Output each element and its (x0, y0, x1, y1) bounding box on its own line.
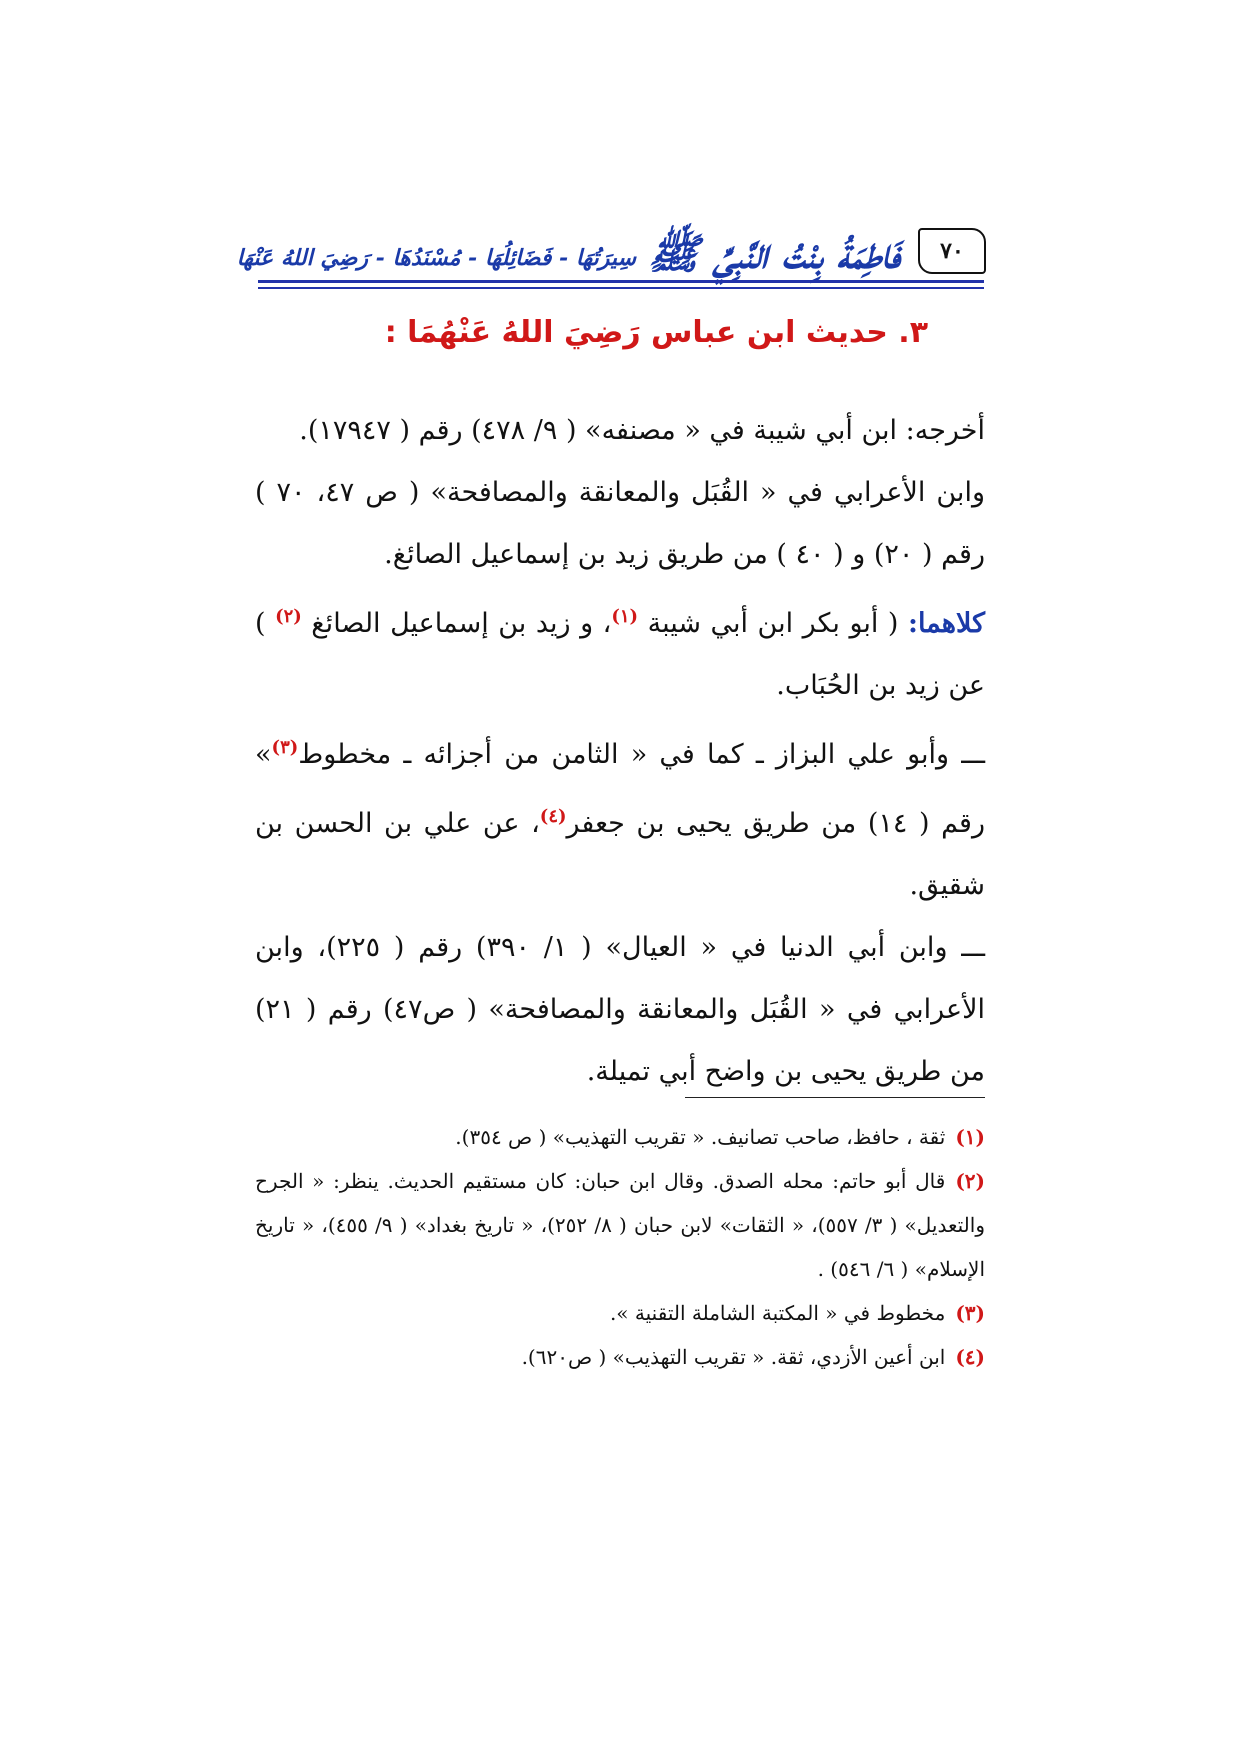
header-rule-thin (258, 287, 984, 289)
footnote-text: ثقة ، حافظ، صاحب تصانيف. « تقريب التهذيب» ( ص ٣٥٤). (455, 1125, 946, 1149)
text-segment: ، عن علي بن الحسن بن شقيق. (255, 808, 985, 901)
footnote-text: قال أبو حاتم: محله الصدق. وقال ابن حبان: كان مستقيم الحديث. ينظر: « الجرح والتعديل» ( ٣/ ٥٥٧)، « الثقات» لابن حبان ( ٨/ ٢٥٢)، « تاريخ بغداد» ( ٩/ ٤٥٥)، « تاريخ الإسلام» ( ٦/ ٥٤٦) . (255, 1169, 985, 1281)
footnote-ref-2[interactable]: (٢) (275, 606, 302, 627)
text-segment: » رقم ( ١٤) من طريق يحيى بن جعفر (255, 739, 985, 839)
header-rule (258, 280, 984, 283)
text-segment: ، و زيد بن إسماعيل الصائغ (301, 608, 612, 639)
section-heading: ٣. حديث ابن عباس رَضِيَ اللهُ عَنْهُمَا : (384, 315, 928, 350)
page-number (918, 228, 986, 274)
footnote-ref-3[interactable]: (٣) (271, 737, 299, 758)
footnote-number: (٢) (955, 1169, 985, 1193)
paragraph-takhrij: أخرجه: ابن أبي شيبة في « مصنفه» ( ٩/ ٤٧٨) رقم ( ١٧٩٤٧). (299, 415, 985, 446)
text-segment: ـــ وأبو علي البزاز ـ كما في « الثامن من أجزائه ـ مخطوط (298, 739, 985, 770)
page-number-text: ٧٠ (940, 238, 964, 264)
footnotes (255, 1115, 985, 1379)
footnote-item (255, 1335, 985, 1379)
paragraph-ibn-arabi: وابن الأعرابي في « القُبَل والمعانقة والمصافحة» ( ص ٤٧، ٧٠ ) رقم ( ٢٠) و ( ٤٠ ) من طريق زيد بن إسماعيل الصائغ. (255, 477, 985, 570)
footnote-number: (٤) (955, 1345, 985, 1369)
text-segment: ( أبو بكر ابن أبي شيبة (638, 608, 908, 639)
footnote-item (255, 1115, 985, 1159)
footnote-item (255, 1291, 985, 1335)
footnote-text: ابن أعين الأزدي، ثقة. « تقريب التهذيب» ( ص٦٢٠). (521, 1345, 946, 1369)
book-title: فَاطِمَةُ بِنْتُ النَّبِيِّ ﷺ (648, 229, 900, 278)
footnote-ref-4[interactable]: (٤) (539, 806, 567, 827)
main-text (255, 400, 985, 1103)
both-label: كلاهما: (907, 608, 985, 639)
running-header (236, 205, 900, 278)
footnote-separator (685, 1097, 985, 1098)
paragraph-bazzaz (255, 717, 985, 917)
footnote-text: مخطوط في « المكتبة الشاملة التقنية ». (609, 1301, 946, 1325)
book-subtitle: سِيرَتُهَا - فَضَائِلُهَا - مُسْنَدُهَا - رَضِيَ اللهُ عَنْهَا (236, 245, 636, 271)
footnote-item (255, 1159, 985, 1291)
footnote-number: (٣) (955, 1301, 985, 1325)
paragraph-both (255, 586, 985, 717)
paragraph-ibn-abi-dunya: ـــ وابن أبي الدنيا في « العيال» ( ١/ ٣٩٠) رقم ( ٢٢٥)، وابن الأعرابي في « القُبَل والمعانقة والمصافحة» ( ص٤٧) رقم ( ٢١) من طريق يحيى بن واضح أبي تميلة. (255, 932, 986, 1087)
footnote-ref-1[interactable]: (١) (611, 606, 639, 627)
text-segment: ) عن زيد بن الحُبَاب. (255, 608, 985, 701)
footnote-number: (١) (955, 1125, 985, 1149)
